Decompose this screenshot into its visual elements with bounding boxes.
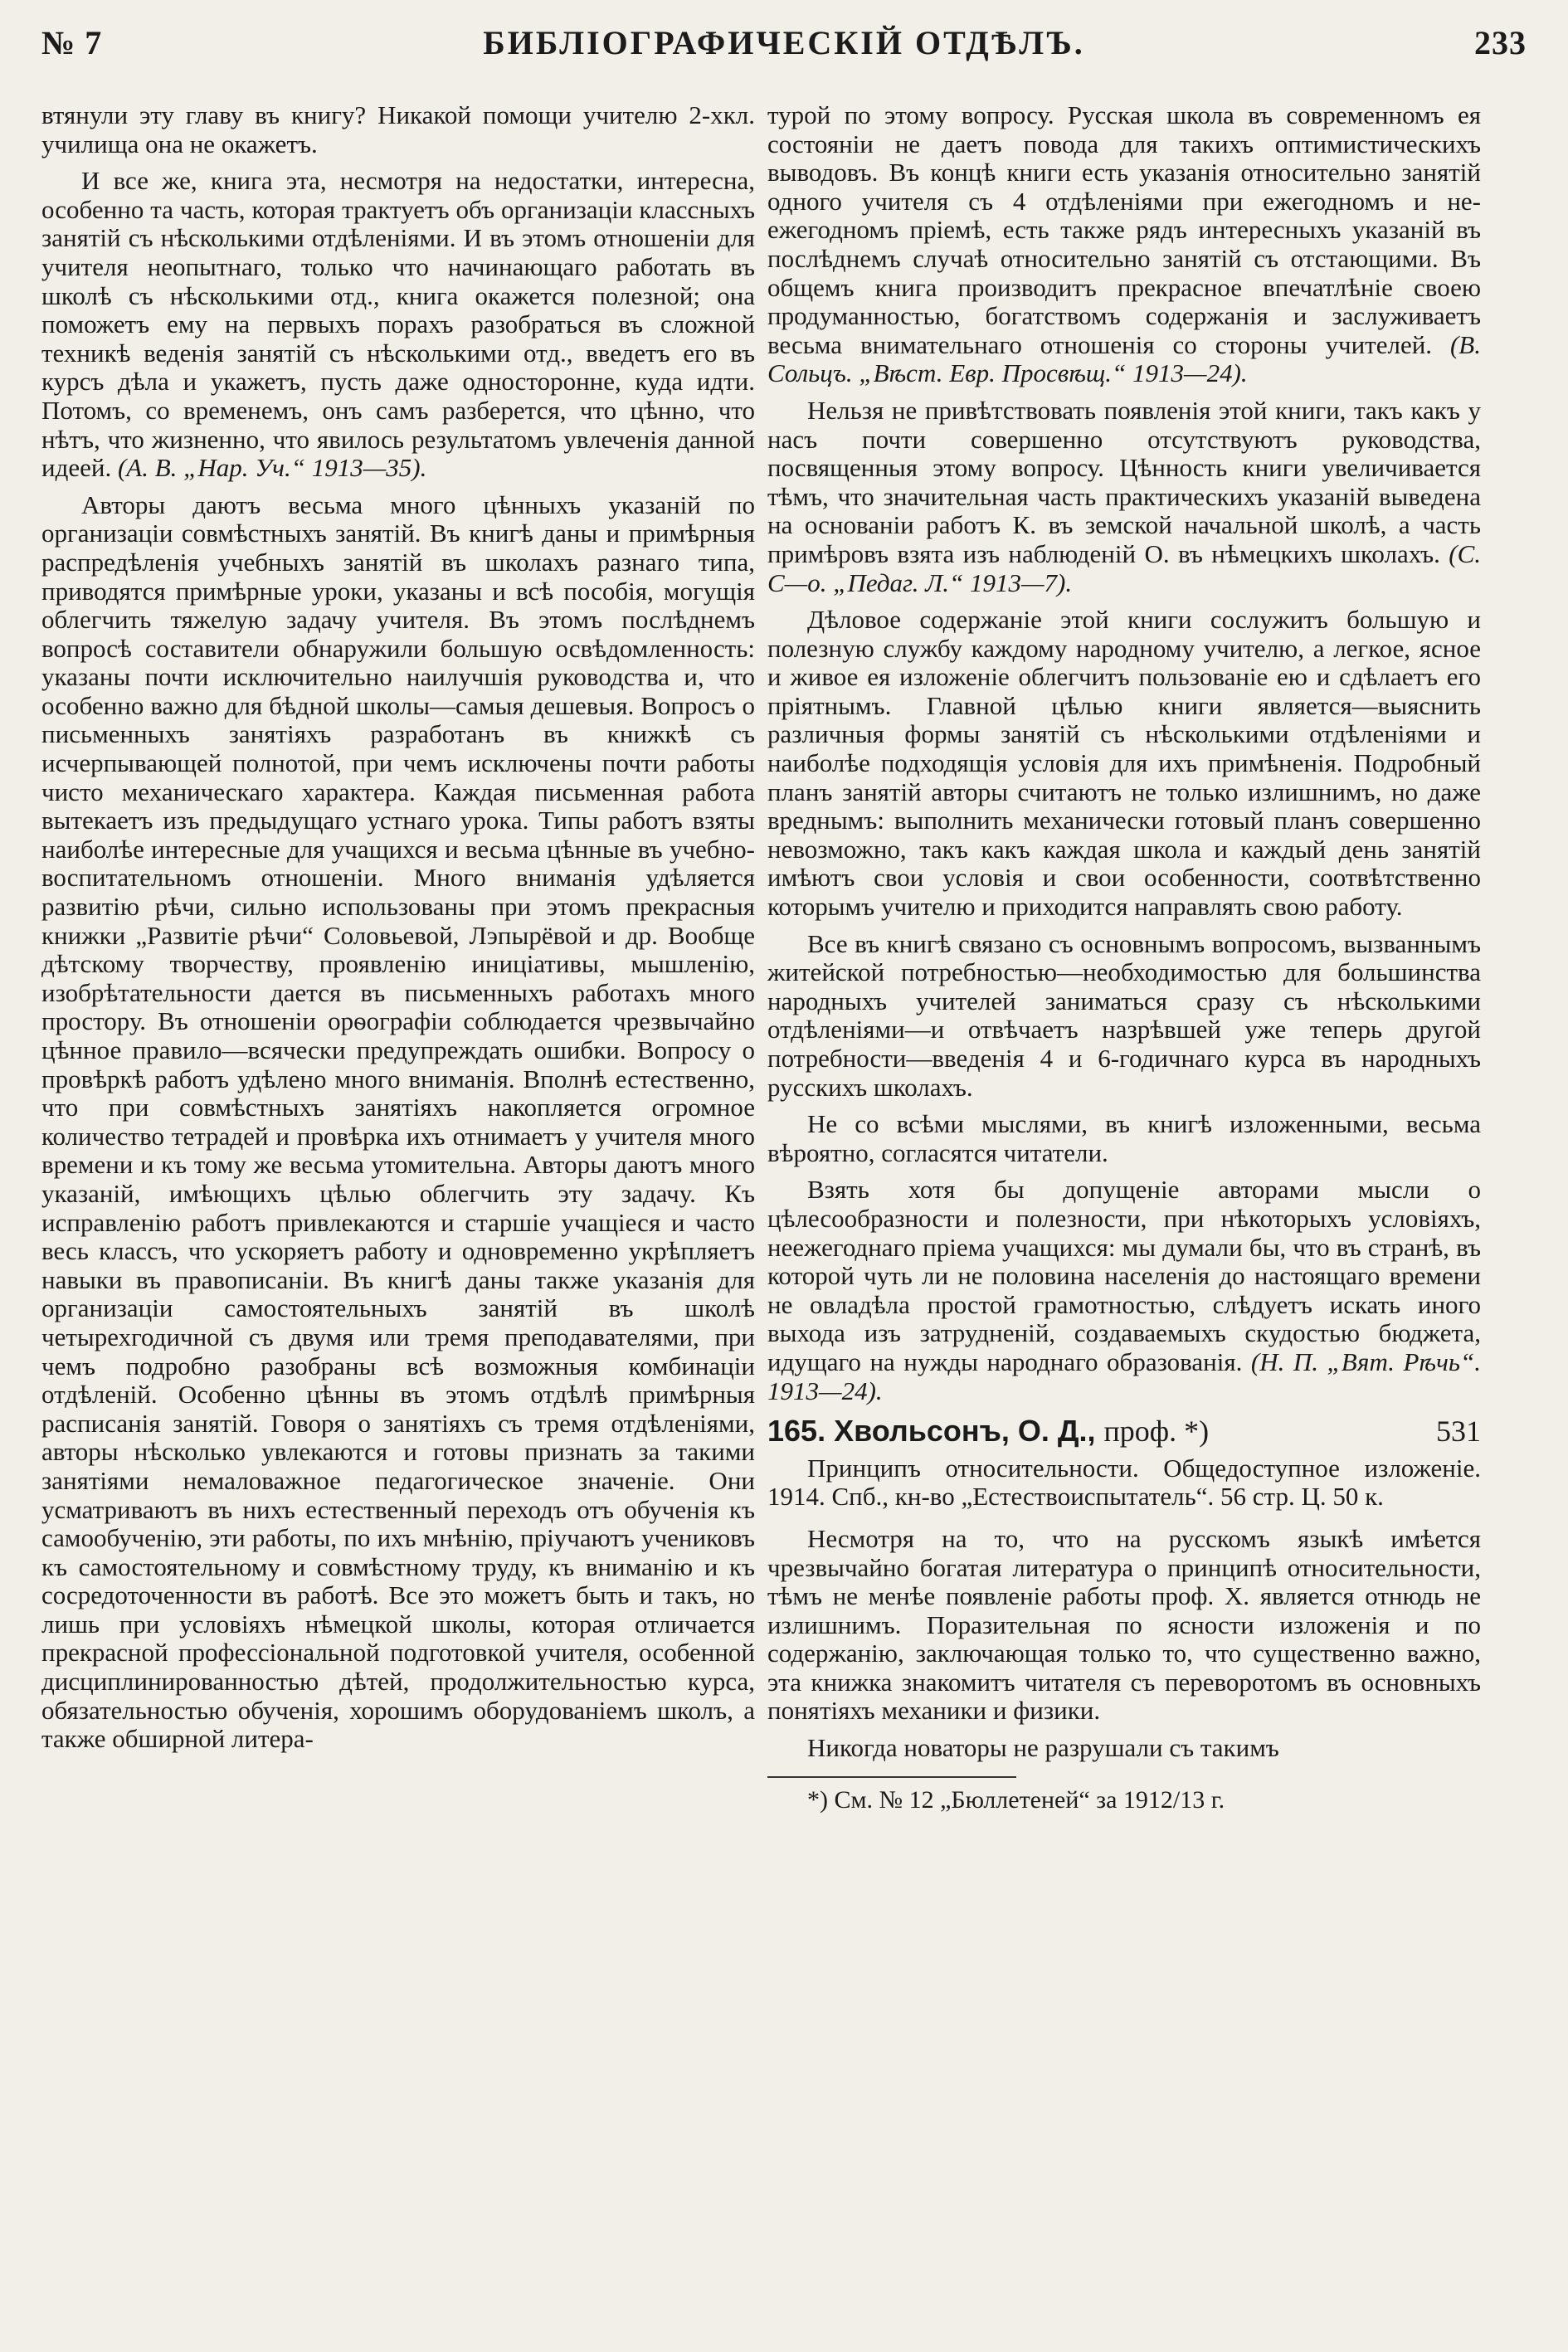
citation: (А. В. „Нар. Уч.“ 1913—35).: [117, 453, 427, 483]
book-description: Принципъ относительности. Общедоступное изложенiе. 1914. Спб., кн-во „Естествоиспытатель“. 56 стр. Ц. 50 к.: [767, 1453, 1481, 1512]
paragraph-text: Несмотря на то, что на русскомъ языкѣ имѣется чрезвычайно богатая литература о принципѣ относительности, тѣмъ не менѣе появленiе работы проф. Х. является отнюдь не излишнимъ. Поразительная по ясности изложенiя и по содержанiю, заключающая только то, что существенно важно, эта книжка знакомитъ читателя съ переворотомъ въ основныхъ понятiяхъ механики и физики.: [767, 1523, 1481, 1726]
paragraph: [767, 1176, 1481, 1405]
paragraph: [767, 930, 1481, 1103]
entry-role: проф. *): [1103, 1415, 1210, 1449]
paragraph: [767, 1525, 1481, 1726]
paragraph: [41, 167, 755, 483]
paragraph-text: Дѣловое содержанiе этой книги сослужитъ большую и полезную службу каждому народному учителю, а легкое, ясное и живое ея изложенiе облегчитъ пользованiе ею и сдѣлаетъ его прiятнымъ. Главной цѣлью книги является—выяснить различныя формы занятiй съ нѣсколькими отдѣленiями и наиболѣе подходящiя условiя для ихъ примѣненiя. Подробный планъ занятiй авторы считаютъ не только излишнимъ, но даже вреднымъ: выполнить механически готовый планъ совершенно невозможно, такъ какъ каждая школа и каждый день занятiй имѣютъ свои условiя и свои особенности, соотвѣтственно которымъ учителю и приходится направлять свою работу.: [767, 605, 1481, 922]
paragraph: [41, 491, 755, 1754]
paragraph-text: втянули эту главу въ книгу? Никакой помощи учителю 2-хкл. училища она не окажетъ.: [41, 101, 755, 158]
paragraph-text: Нельзя не привѣтствовать появленiя этой книги, такъ какъ у насъ почти совершенно отсутствуютъ руководства, посвященныя этому вопросу. Цѣнность книги увеличивается тѣмъ, что значительная часть практическихъ указанiй выведена на основанiи работъ К. въ земской начальной школѣ, а часть примѣровъ взята изъ наблюденiй О. въ нѣмецкихъ школахъ.: [767, 395, 1481, 568]
citation: (В. Сольцъ. „Вѣст. Евр. Просвѣщ.“ 1913—24).: [767, 329, 1481, 388]
citation: (С. С—о. „Педаг. Л.“ 1913—7).: [767, 538, 1481, 597]
entry-classification-code: 531: [1436, 1415, 1481, 1449]
paragraph-text: Авторы даютъ весьма много цѣнныхъ указанiй по организацiи совмѣстныхъ занятiй. Въ книгѣ даны и примѣрныя распредѣленiя учебныхъ занятiй въ школахъ разнаго типа, приводятся примѣрные уроки, указаны и всѣ пособiя, могущiя облегчить тяжелую задачу учителя. Въ этомъ послѣднемъ вопросѣ составители обнаружили большую освѣдомленность: указаны почти исключительно наилучшiя руководства и, что особенно важно для бѣдной школы—самыя дешевыя. Вопросъ о письменныхъ занятiяхъ разработанъ въ книжкѣ съ исчерпывающей полнотой, при чемъ исключены почти работы чисто механическаго характера. Каждая письменная работа вытекаетъ изъ предыдущаго устнаго урока. Типы работъ взяты наиболѣе интересные для учащихся и весьма цѣнные въ учебно-воспитательномъ отношенiи. Много вниманiя удѣляется развитiю рѣчи, сильно использованы при этомъ прекрасныя книжки „Развитiе рѣчи“ Соловьевой, Лэпырёвой и др. Вообще дѣтскому творчеству, проявленiю иницiативы, мышленiю, изобрѣтательности дается въ письменныхъ работахъ много простору. Въ отношенiи орѳографiи соблюдается чрезвычайно цѣнное правило—всячески предупреждать ошибки. Вопросу о провѣркѣ работъ удѣлено много вниманiя. Вполнѣ естественно, что при совмѣстныхъ занятiяхъ накопляется огромное количество тетрадей и провѣрка ихъ отнимаетъ у учителя много времени и къ тому же весьма утомительна. Авторы даютъ много указанiй, имѣющихъ цѣлью облегчить эту задачу. Къ исправленiю работъ привлекаются и старшiе учащiеся и часто весь классъ, что ускоряетъ работу и одновременно укрѣпляетъ навыки въ правописанiи. Въ книгѣ даны также указанiя для организацiи самостоятельныхъ занятiй въ школѣ четырехгодичной съ двумя или тремя преподавателями, при чемъ подробно разобраны всѣ возможныя комбинацiи отдѣленiй. Особенно цѣнны въ этомъ отдѣлѣ примѣрныя расписанiя занятiй. Говоря о занятiяхъ съ тремя отдѣленiями, авторы нѣсколько увлекаются и готовы признать за такими занятiями немаловажное педагогическое значенiе. Они усматриваютъ въ нихъ естественный переходъ отъ обученiя къ самообученiю, эти работы, по ихъ мнѣнiю, прiучаютъ учениковъ къ самостоятельному и совмѣстному труду, къ вниманiю и къ сосредоточенности въ работѣ. Все это можетъ быть и такъ, но лишь при условiяхъ нѣмецкой школы, которая отличается прекрасной профессiональной подготовкой учителя, особенной дисциплинированностью дѣтей, продолжительностью курса, обязательностью обученiя, хорошимъ оборудованiемъ школъ, а также обширной литера-: [41, 489, 755, 1754]
running-header: [41, 23, 1527, 73]
paragraph-text: Никогда новаторы не разрушали съ такимъ: [807, 1733, 1279, 1763]
paragraph: [767, 397, 1481, 597]
paragraph: [767, 606, 1481, 922]
citation: (Н. П. „Вят. Рѣчь“. 1913—24).: [767, 1346, 1481, 1405]
footnote-rule: [767, 1776, 1016, 1778]
paragraph-text: И все же, книга эта, несмотря на недостатки, интересна, особенно та часть, которая трактуетъ объ организацiи классныхъ занятiй съ нѣсколькими отдѣленiями. И въ этомъ отношенiи для учителя неопытнаго, только что начинающаго работать въ школѣ съ нѣсколькими отд., книга окажется полезной; она поможетъ ему на первыхъ порахъ разобраться въ сложной техникѣ веденiя занятiй съ нѣсколькими отд., введетъ его въ курсъ дѣла и укажетъ, пусть даже односторонне, куда идти. Потомъ, со временемъ, онъ самъ разберется, что цѣнно, что нѣтъ, что жизненно, что явилось результатомъ увлеченiя данной идеей.: [41, 166, 755, 483]
section-title: БИБЛIОГРАФИЧЕСКIЙ ОТДѢЛЪ.: [483, 24, 1085, 61]
paragraph-text: Все въ книгѣ связано съ основнымъ вопросомъ, вызваннымъ житейской потребностью—необходимостью для большинства народныхъ учителей заниматься сразу съ нѣсколькими отдѣленiями—и отвѣчаетъ назрѣвшей уже теперь другой потребности—введенiя 4 и 6-годичнаго курса въ народныхъ русскихъ школахъ.: [767, 928, 1481, 1102]
entry-title: [767, 1414, 1436, 1449]
paragraph-text: Взять хотя бы допущенiе авторами мысли о цѣлесообразности и полезности, при нѣкоторыхъ условiяхъ, неежегоднаго прiема учащихся: мы думали бы, что въ странѣ, въ которой чуть ли не половина населенiя до настоящаго времени не овладѣла простой грамотностью, слѣдуетъ искать иного выхода изъ затрудненiй, создаваемыхъ скудостью бюджета, идущаго на нужды народнаго образованiя.: [767, 1175, 1481, 1376]
paragraph-text: Не со всѣми мыслями, въ книгѣ изложенными, весьма вѣроятно, согласятся читатели.: [767, 1109, 1481, 1167]
entry-number: 165.: [767, 1414, 826, 1449]
paragraph: [767, 1110, 1481, 1167]
page-number: 233: [1474, 24, 1527, 61]
footnote: *) См. № 12 „Бюллетеней“ за 1912/13 г.: [807, 1785, 1225, 1814]
paragraph-text: турой по этому вопросу. Русская школа въ современномъ ея состоянiи не даетъ повода для такихъ оптимистическихъ выводовъ. Въ концѣ книги есть указанiя относительно занятiй одного учителя съ 4 отдѣленiями при ежегодномъ и не-ежегодномъ прiемѣ, есть также рядъ интересныхъ указанiй въ послѣднемъ случаѣ относительно занятiй съ отстающими. Въ общемъ книга производитъ прекрасное впечатлѣнiе своею продуманностью, богатствомъ содержанiя и заслуживаетъ весьма внимательнаго отношенiя со стороны учителей.: [767, 101, 1481, 359]
entry-heading: [767, 1414, 1481, 1449]
paragraph: [767, 101, 1481, 388]
right-column: [767, 101, 1481, 2333]
left-column: [41, 101, 755, 2333]
paragraph: [767, 1734, 1481, 1763]
entry-author: Хвольсонъ, О. Д.,: [834, 1414, 1096, 1449]
paragraph: [41, 101, 755, 158]
issue-number: № 7: [41, 24, 103, 61]
